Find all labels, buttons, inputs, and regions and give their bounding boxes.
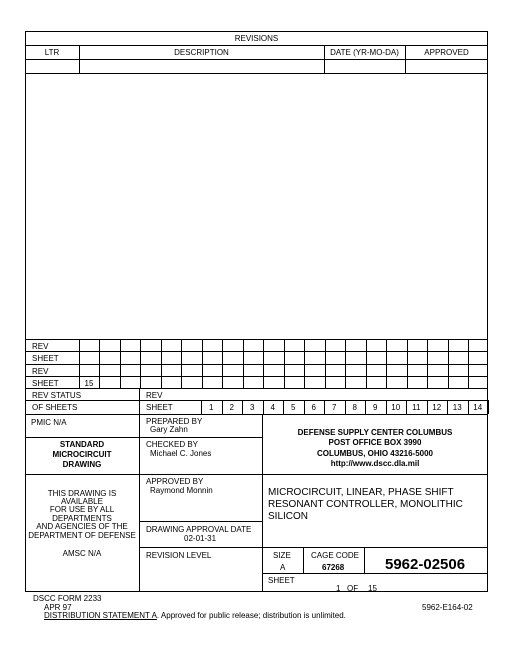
rule <box>25 400 488 401</box>
drawing-title-line1: MICROCIRCUIT, LINEAR, PHASE SHIFT <box>268 487 454 498</box>
rev-label: REV <box>32 367 49 376</box>
approval-date-value: 02-01-31 <box>184 534 217 543</box>
rule <box>25 388 488 389</box>
rule <box>25 376 488 377</box>
approval-date-label: DRAWING APPROVAL DATE <box>146 525 252 534</box>
rule <box>25 59 488 60</box>
rule <box>140 339 141 388</box>
description-header: DESCRIPTION <box>174 48 229 57</box>
availability-line4: DEPARTMENTS <box>52 514 112 523</box>
sheet-of: OF <box>347 584 359 593</box>
rev-label: REV <box>32 342 49 351</box>
form-date: APR 97 <box>44 603 72 612</box>
rule <box>263 339 264 388</box>
sheet-number-6: 6 <box>311 403 316 412</box>
form-number: DSCC FORM 2233 <box>33 594 102 603</box>
distribution-statement-label: DISTRIBUTION STATEMENT A <box>44 611 157 620</box>
rule <box>427 339 428 388</box>
sheet-number-3: 3 <box>250 403 255 412</box>
date-header: DATE (YR-MO-DA) <box>330 48 399 57</box>
rule <box>364 547 365 573</box>
approved-label: APPROVED BY <box>146 477 204 486</box>
availability-line1: THIS DRAWING IS <box>47 489 117 498</box>
availability-line6: DEPARTMENT OF DEFENSE <box>28 531 136 540</box>
prepared-name: Gary Zahn <box>150 425 188 434</box>
rule <box>468 339 469 388</box>
rule <box>139 414 140 592</box>
cage-code-label: CAGE CODE <box>311 551 360 560</box>
distribution-statement-text: . Approved for public release; distribution is unlimited. <box>156 611 346 620</box>
availability-line5: AND AGENCIES OF THE <box>36 522 128 531</box>
sheet-number-7: 7 <box>332 403 337 412</box>
rule <box>120 339 121 388</box>
rule <box>243 339 244 388</box>
checked-name: Michael C. Jones <box>150 449 212 458</box>
drawing-number: 5962-02506 <box>385 556 466 573</box>
size-label: SIZE <box>273 551 291 560</box>
rule <box>25 73 488 74</box>
sheet-number-4: 4 <box>270 403 275 412</box>
rule <box>304 339 305 388</box>
sheet-value: 15 <box>84 379 94 388</box>
availability-line2: AVAILABLE <box>61 497 103 506</box>
rule <box>139 388 140 414</box>
rule <box>25 339 488 340</box>
rule <box>366 339 367 388</box>
sheet-number-11: 11 <box>412 403 421 412</box>
rule <box>448 339 449 388</box>
rule <box>386 339 387 388</box>
rule <box>202 339 203 388</box>
sheet-total: 15 <box>368 584 377 593</box>
agency-line2: POST OFFICE BOX 3990 <box>328 438 422 447</box>
amsc-label: AMSC N/A <box>62 549 102 558</box>
rev-label: REV <box>146 391 163 400</box>
drawing-title-line3: SILICON <box>268 511 309 522</box>
revision-level-label: REVISION LEVEL <box>146 551 212 560</box>
document-code: 5962-E164-02 <box>422 603 473 612</box>
sheet-number-13: 13 <box>452 403 462 412</box>
sheet-number-9: 9 <box>373 403 378 412</box>
revisions-title: REVISIONS <box>234 34 279 43</box>
rule <box>25 437 139 438</box>
sheet-number-2: 2 <box>229 403 234 412</box>
rule <box>25 351 488 352</box>
rule <box>25 414 488 415</box>
sheet-number-10: 10 <box>391 403 401 412</box>
rule <box>139 521 262 522</box>
sheet-current: 1 <box>336 584 341 593</box>
rule <box>262 547 488 548</box>
of-sheets-label: OF SHEETS <box>32 403 78 412</box>
rule <box>325 339 326 388</box>
rule <box>181 339 182 388</box>
cage-code-value: 67268 <box>322 563 345 572</box>
distribution-statement <box>44 611 346 620</box>
sheet-number-14: 14 <box>473 403 483 412</box>
rule <box>25 474 139 475</box>
sheet-number-12: 12 <box>432 403 442 412</box>
agency-line1: DEFENSE SUPPLY CENTER COLUMBUS <box>297 428 453 437</box>
rev-status-label: REV STATUS <box>32 391 82 400</box>
rule <box>161 339 162 388</box>
approved-name: Raymond Monnin <box>150 486 213 495</box>
sheet-label: SHEET <box>268 576 295 585</box>
size-value: A <box>280 563 286 572</box>
rule <box>303 547 304 573</box>
rule <box>99 339 100 388</box>
approved-header: APPROVED <box>424 48 469 57</box>
pmic-label: PMIC N/A <box>31 418 67 427</box>
rule <box>488 400 489 414</box>
rule <box>139 437 262 438</box>
drawing-title-line2: RESONANT CONTROLLER, MONOLITHIC <box>268 499 463 510</box>
standard-line1: STANDARD <box>59 440 105 449</box>
rule <box>262 573 488 574</box>
standard-line2: MICROCIRCUIT <box>52 450 112 459</box>
rule <box>25 45 488 46</box>
sheet-label: SHEET <box>32 354 59 363</box>
rule <box>284 339 285 388</box>
standard-line3: DRAWING <box>62 460 102 469</box>
sheet-number-5: 5 <box>291 403 296 412</box>
sheet-label: SHEET <box>32 379 59 388</box>
rule <box>407 339 408 388</box>
rule <box>25 364 488 365</box>
availability-line3: FOR USE BY ALL <box>49 505 115 514</box>
sheet-label: SHEET <box>146 403 173 412</box>
sheet-number-8: 8 <box>352 403 357 412</box>
rule <box>139 547 262 548</box>
checked-label: CHECKED BY <box>146 440 199 449</box>
sheet-number-1: 1 <box>209 403 214 412</box>
rule <box>345 339 346 388</box>
rule <box>262 474 488 475</box>
ltr-header: LTR <box>44 48 60 57</box>
prepared-label: PREPARED BY <box>146 417 203 426</box>
rule <box>139 474 262 475</box>
rule <box>222 339 223 388</box>
agency-line3: COLUMBUS, OHIO 43216-5000 <box>316 449 434 458</box>
agency-line4: http://www.dscc.dla.mil <box>330 459 420 468</box>
